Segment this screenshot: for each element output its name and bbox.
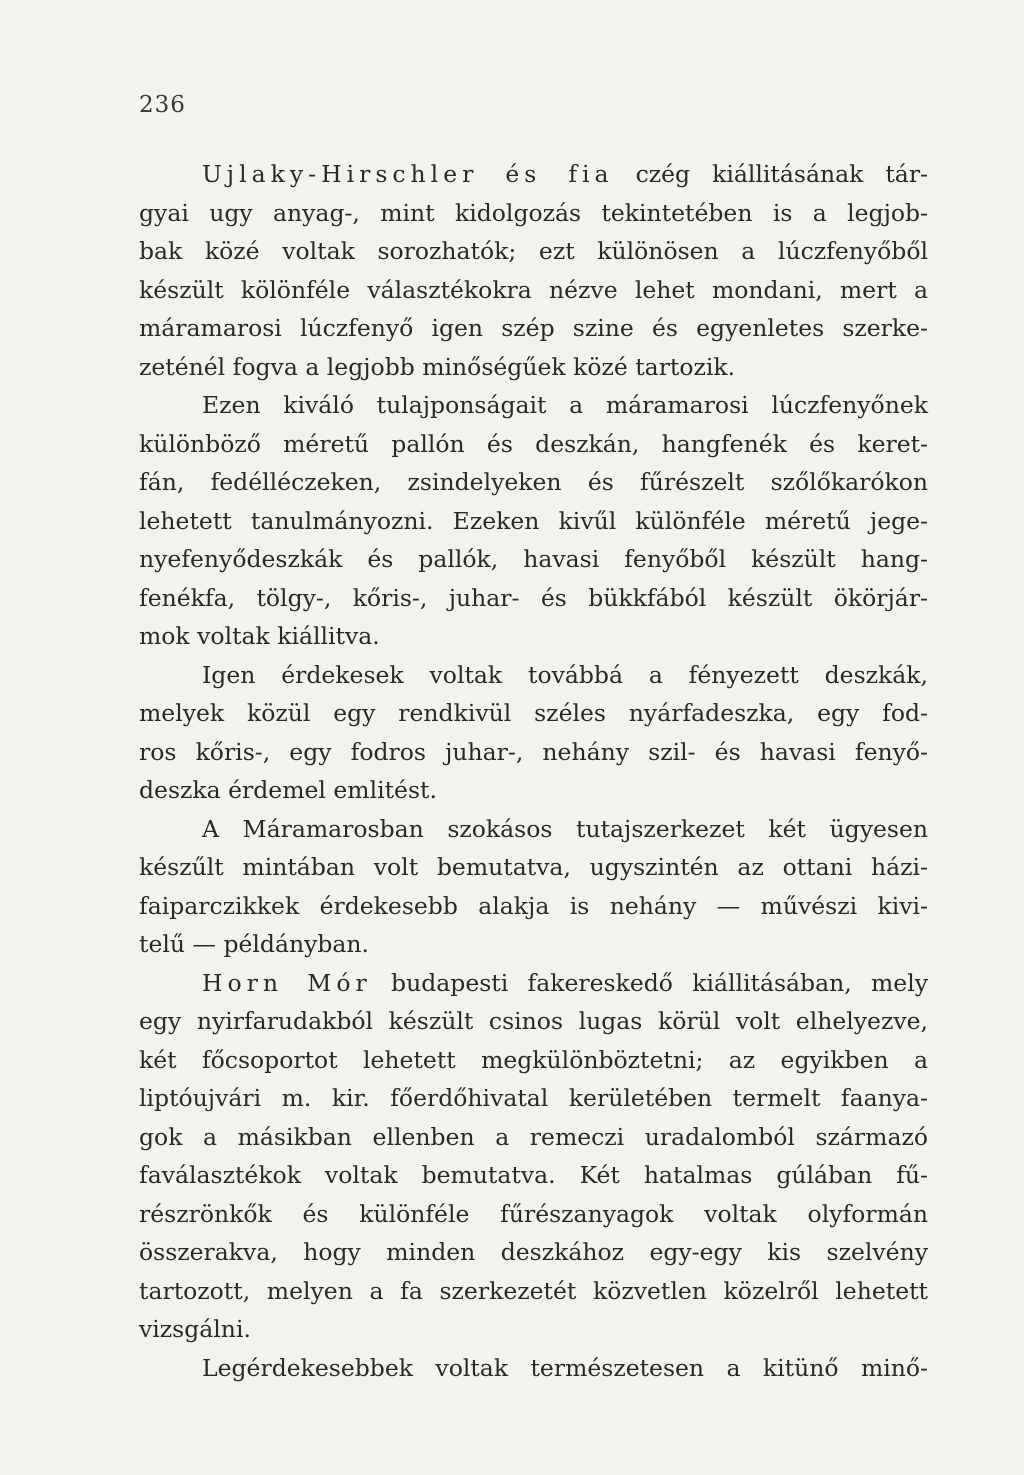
text-line	[139, 1079, 928, 1118]
text-segment: különböző méretű pallón és deszkán, hangfenék és keret-	[139, 429, 928, 458]
text-line	[139, 733, 928, 772]
text-line	[139, 1041, 928, 1080]
text-line	[139, 155, 928, 194]
text-segment: nyefenyődeszkák és pallók, havasi fenyőből készült hang-	[139, 545, 928, 573]
text-line	[139, 887, 928, 926]
text-segment: lehetett tanulmányozni. Ezeken kivűl különféle méretű jege-	[139, 506, 928, 535]
text-segment: liptóujvári m. kir. főerdőhivatal kerületében termelt faanya-	[139, 1084, 928, 1112]
text-segment: máramarosi lúczfenyő igen szép szine és egyenletes szerke-	[139, 314, 928, 342]
text-segment: készűlt mintában volt bemutatva, ugyszintén az ottani házi-	[139, 853, 928, 881]
text-segment: fenékfa, tölgy-, kőris-, juhar- és bükkfából készült ökörjár-	[139, 583, 928, 612]
text-line	[139, 1272, 928, 1311]
text-line	[139, 617, 928, 656]
text-segment: vizsgálni.	[139, 1315, 251, 1343]
text-segment: A Máramarosban szokásos tutajszerkezet két ügyesen	[202, 814, 928, 843]
text-segment: faiparczikkek érdekesebb alakja is nehány — művészi kivi-	[139, 891, 928, 920]
text-segment: bak közé voltak sorozhatók; ezt különösen a lúczfenyőből	[139, 237, 928, 265]
text-line	[139, 1002, 928, 1041]
text-line	[139, 1195, 928, 1234]
text-segment: fán, fedélléczeken, zsindelyeken és fűrészelt szőlőkarókon	[139, 468, 928, 496]
text-segment: gok a másikban ellenben a remeczi uradalomból származó	[139, 1122, 928, 1151]
text-line	[139, 656, 928, 695]
text-line	[139, 502, 928, 541]
text-line	[139, 925, 928, 964]
paragraph	[139, 386, 928, 656]
text-line	[139, 771, 928, 810]
text-line	[139, 1118, 928, 1157]
paragraph	[139, 155, 928, 386]
text-line	[139, 579, 928, 618]
body-text	[139, 155, 928, 1387]
text-line	[139, 386, 928, 425]
text-segment: Legérdekesebbek voltak természetesen a kitünő minő-	[202, 1353, 928, 1382]
text-line	[139, 694, 928, 733]
text-segment: Ezen kiváló tulajponságait a máramarosi lúczfenyőnek	[202, 391, 928, 419]
paragraph	[139, 656, 928, 810]
text-line	[139, 964, 928, 1003]
paragraph	[139, 810, 928, 964]
text-line	[139, 848, 928, 887]
text-segment: készült kölönféle választékokra nézve lehet mondani, mert a	[139, 275, 928, 304]
text-segment: zeténél fogva a legjobb minőségűek közé tartozik.	[139, 352, 736, 381]
text-line	[139, 1233, 928, 1272]
text-line	[139, 309, 928, 348]
text-line	[139, 540, 928, 579]
text-segment: részrönkők és különféle fűrészanyagok voltak olyformán	[139, 1199, 928, 1228]
text-segment: czég kiállitásának tár-	[613, 160, 928, 188]
emphasized-name: Ujlaky-Hirschler és fia	[202, 160, 614, 188]
text-segment: egy nyirfarudakból készült csinos lugas körül volt elhelyezve,	[139, 1007, 928, 1035]
text-line	[139, 1349, 928, 1388]
text-segment: deszka érdemel emlitést.	[139, 776, 437, 804]
text-segment: összerakva, hogy minden deszkához egy-egy kis szelvény	[139, 1238, 928, 1266]
text-segment: Igen érdekesek voltak továbbá a fényezett deszkák,	[202, 660, 928, 689]
text-line	[139, 1156, 928, 1195]
text-segment: gyai ugy anyag-, mint kidolgozás tekintetében is a legjob-	[139, 198, 928, 227]
text-line	[139, 271, 928, 310]
text-segment: tartozott, melyen a fa szerkezetét közvetlen közelről lehetett	[139, 1276, 928, 1305]
text-line	[139, 425, 928, 464]
text-segment: ros kőris-, egy fodros juhar-, nehány szil- és havasi fenyő-	[139, 737, 928, 766]
text-line	[139, 194, 928, 233]
text-line	[139, 348, 928, 387]
text-segment: budapesti fakereskedő kiállitásában, mely	[371, 968, 928, 997]
text-line	[139, 463, 928, 502]
text-segment: mok voltak kiállitva.	[139, 622, 380, 650]
text-line	[139, 232, 928, 271]
text-segment: telű — példányban.	[139, 930, 370, 958]
text-segment: faválasztékok voltak bemutatva. Két hatalmas gúlában fű-	[139, 1161, 928, 1189]
text-line	[139, 810, 928, 849]
text-segment: melyek közül egy rendkivül széles nyárfadeszka, egy fod-	[139, 699, 928, 727]
text-segment: két főcsoportot lehetett megkülönböztetni; az egyikben a	[139, 1045, 928, 1074]
paragraph	[139, 964, 928, 1349]
paragraph	[139, 1349, 928, 1388]
text-line	[139, 1310, 928, 1349]
page-number: 236	[139, 92, 186, 118]
emphasized-name: Horn Mór	[202, 968, 372, 997]
